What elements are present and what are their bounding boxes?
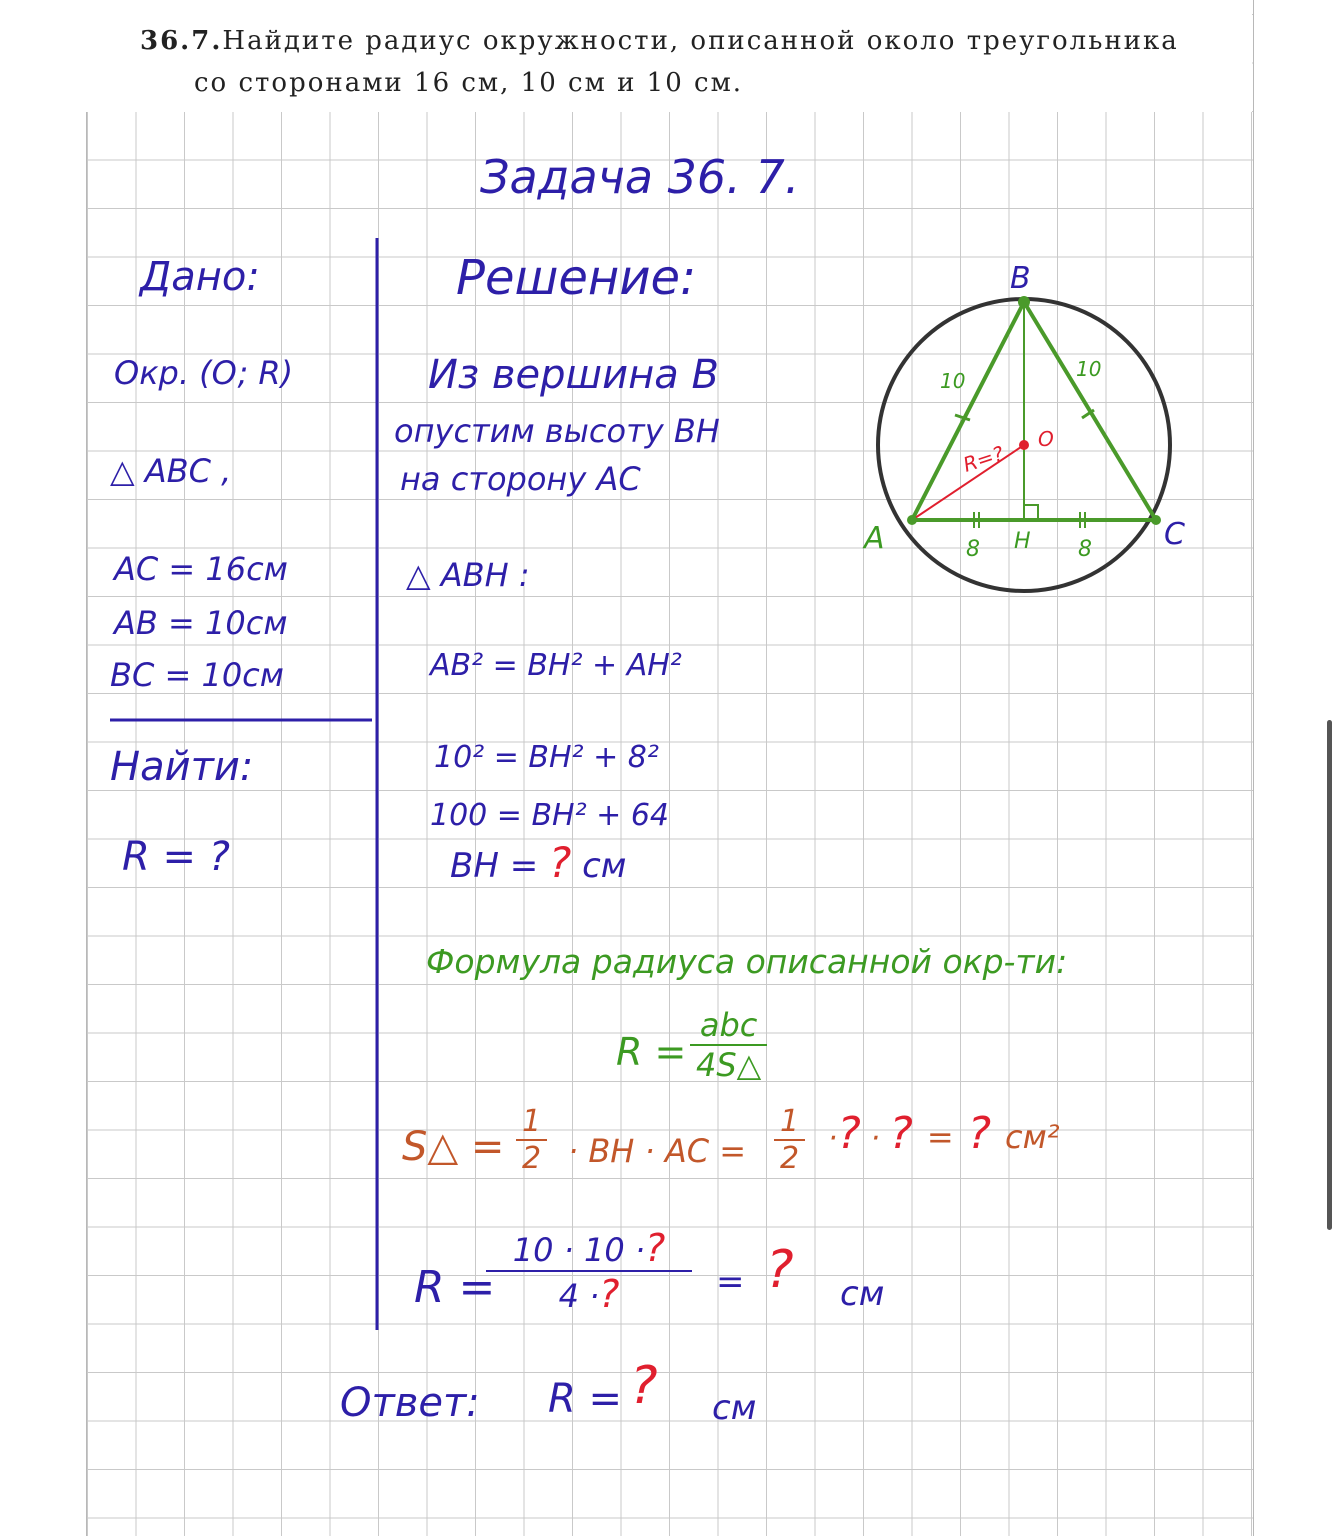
label-side-ab: 10 xyxy=(940,369,966,393)
equation-2: 10² = BH² + 8² xyxy=(434,740,659,775)
radius-lhs: R = xyxy=(414,1262,496,1313)
find-target: R = ? xyxy=(122,834,230,880)
radius-numerator: 10 · 10 ·? xyxy=(512,1226,666,1270)
point-a xyxy=(907,515,917,525)
given-bc: BC = 10см xyxy=(110,656,284,694)
formula-title: Формула радиуса описанной окр-ти: xyxy=(426,942,1068,981)
formula-denominator: 4S△ xyxy=(696,1046,762,1084)
area-unknown-2: ? xyxy=(889,1108,913,1159)
formula-lhs: R = xyxy=(616,1030,687,1074)
area-unit: см² xyxy=(1005,1118,1060,1156)
area-lhs: S△ = xyxy=(402,1124,505,1170)
answer-label: Ответ: xyxy=(340,1380,480,1426)
label-b: B xyxy=(1010,261,1031,296)
given-ab: AB = 10см xyxy=(114,604,288,642)
area-unknown-3: ? xyxy=(967,1108,992,1159)
label-radius: R=? xyxy=(960,441,1007,477)
equation-4-lhs: BH = xyxy=(450,846,539,886)
radius-unknown: ? xyxy=(766,1240,794,1300)
solution-triangle: △ ABH : xyxy=(406,556,530,594)
area-half-denominator-2: 2 xyxy=(780,1141,800,1176)
solution-step-2: опустим высоту BH xyxy=(394,412,720,450)
area-half-denominator: 2 xyxy=(522,1141,542,1176)
area-computation: ·? · ? = ? см² xyxy=(828,1108,1060,1159)
label-o: O xyxy=(1038,427,1054,451)
scrollbar[interactable] xyxy=(1327,720,1332,1230)
task-title: Задача 36. 7. xyxy=(480,150,800,204)
solution-step-3: на сторону AC xyxy=(400,460,641,498)
radius-denominator-unknown: ? xyxy=(599,1272,620,1316)
find-heading: Найти: xyxy=(110,744,254,790)
given-ac: AC = 16см xyxy=(114,550,288,588)
answer-expression: R = xyxy=(548,1376,623,1422)
given-circle: Окр. (O; R) xyxy=(114,354,294,392)
equation-1: AB² = BH² + AH² xyxy=(430,648,682,683)
problem-number: 36.7. xyxy=(140,26,223,56)
given-triangle: △ ABC , xyxy=(110,452,232,490)
solution-heading: Решение: xyxy=(456,250,697,306)
problem-text-2: со сторонами 16 см, 10 см и 10 см. xyxy=(194,68,744,98)
area-half-numerator-2: 1 xyxy=(780,1104,800,1139)
area-half-numerator: 1 xyxy=(522,1104,542,1139)
formula-fraction xyxy=(690,1006,767,1084)
radius-equals: = xyxy=(716,1262,745,1302)
solution-step-1: Из вершина B xyxy=(428,352,719,398)
given-heading: Дано: xyxy=(140,254,260,300)
area-unknown-1: ? xyxy=(837,1108,861,1159)
center-point xyxy=(1019,440,1029,450)
point-c xyxy=(1151,515,1161,525)
answer-unknown: ? xyxy=(630,1356,658,1416)
triangle-diagram xyxy=(860,250,1190,610)
point-b xyxy=(1018,296,1030,308)
area-half-fraction xyxy=(516,1104,547,1176)
equation-4 xyxy=(450,838,626,887)
label-side-bc: 10 xyxy=(1076,357,1102,381)
radius-unit: см xyxy=(840,1274,885,1314)
label-seg-ah: 8 xyxy=(966,537,980,562)
label-seg-hc: 8 xyxy=(1078,537,1092,562)
area-equals: = xyxy=(926,1118,954,1156)
radius-fraction xyxy=(486,1226,692,1316)
equation-4-unknown: ? xyxy=(549,838,572,887)
equation-4-unit: см xyxy=(582,846,627,886)
right-angle-mark xyxy=(1024,505,1038,520)
radius-denominator: 4 ·? xyxy=(558,1272,620,1316)
label-c: C xyxy=(1164,517,1185,552)
label-h: H xyxy=(1014,529,1031,554)
problem-text-1: Найдите радиус окружности, описанной около треугольника xyxy=(222,26,1179,56)
area-half-fraction-2 xyxy=(774,1104,805,1176)
formula-numerator: abc xyxy=(699,1006,758,1044)
answer-unit: см xyxy=(712,1388,757,1428)
radius-numerator-unknown: ? xyxy=(645,1226,666,1270)
area-middle: · BH · AC = xyxy=(568,1132,747,1170)
equation-3: 100 = BH² + 64 xyxy=(430,798,670,833)
label-a: A xyxy=(864,521,885,556)
